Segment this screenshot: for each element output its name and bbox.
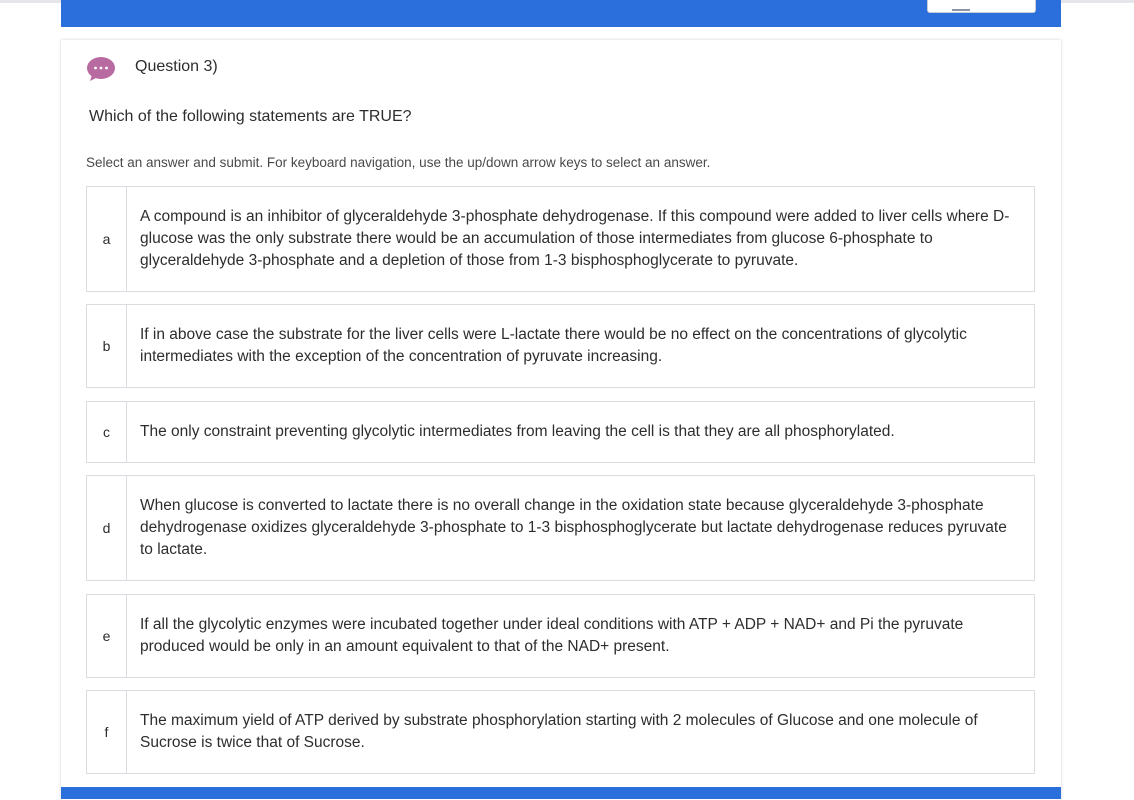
header-button[interactable] bbox=[927, 0, 1036, 13]
answer-option-e[interactable] bbox=[86, 594, 1035, 678]
option-text: A compound is an inhibitor of glyceraldehyde 3-phosphate dehydrogenase. If this compound were added to liver cells where D-glucose was the only substrate there would be an accumulation of those intermediates from glucose 6-phosphate to glyceraldehyde 3-phosphate and a depletion of those from 1-3 bisphosphoglycerate to pyruvate. bbox=[140, 208, 1010, 269]
chat-bubble-ellipsis-icon bbox=[86, 56, 116, 82]
option-letter: e bbox=[87, 595, 127, 677]
option-text: If all the glycolytic enzymes were incubated together under ideal conditions with ATP + ADP + NAD+ and Pi the pyruvate produced would be only in an amount equivalent to that of the NAD+ present. bbox=[140, 616, 964, 655]
answer-option-a[interactable] bbox=[86, 186, 1035, 292]
option-letter: f bbox=[87, 691, 127, 773]
option-text: If in above case the substrate for the liver cells were L-lactate there would be no effect on the concentrations of glycolytic intermediates with the exception of the concentration of pyruvate increasing. bbox=[140, 326, 967, 365]
question-title: Question 3) bbox=[135, 58, 218, 75]
option-text: The only constraint preventing glycolytic intermediates from leaving the cell is that they are all phosphorylated. bbox=[140, 423, 895, 440]
option-letter: a bbox=[87, 187, 127, 291]
answer-option-f[interactable] bbox=[86, 690, 1035, 774]
question-card bbox=[61, 40, 1061, 800]
answer-instructions: Select an answer and submit. For keyboard navigation, use the up/down arrow keys to select an answer. bbox=[86, 155, 711, 170]
answer-option-c[interactable] bbox=[86, 401, 1035, 463]
answer-option-d[interactable] bbox=[86, 475, 1035, 581]
footer-bar bbox=[61, 787, 1061, 799]
option-text: When glucose is converted to lactate there is no overall change in the oxidation state because glyceraldehyde 3-phosphate dehydrogenase oxidizes glyceraldehyde 3-phosphate to 1-3 bisphosphoglycerate but lactate dehydrogenase reduces pyruvate to lactate. bbox=[140, 497, 1007, 558]
answer-option-b[interactable] bbox=[86, 304, 1035, 388]
header-button-icon bbox=[952, 9, 970, 11]
option-letter: c bbox=[87, 402, 127, 462]
option-letter: d bbox=[87, 476, 127, 580]
header-bar bbox=[61, 0, 1061, 27]
option-text: The maximum yield of ATP derived by substrate phosphorylation starting with 2 molecules of Glucose and one molecule of Sucrose is twice that of Sucrose. bbox=[140, 712, 978, 751]
question-prompt: Which of the following statements are TRUE? bbox=[89, 108, 412, 125]
option-letter: b bbox=[87, 305, 127, 387]
